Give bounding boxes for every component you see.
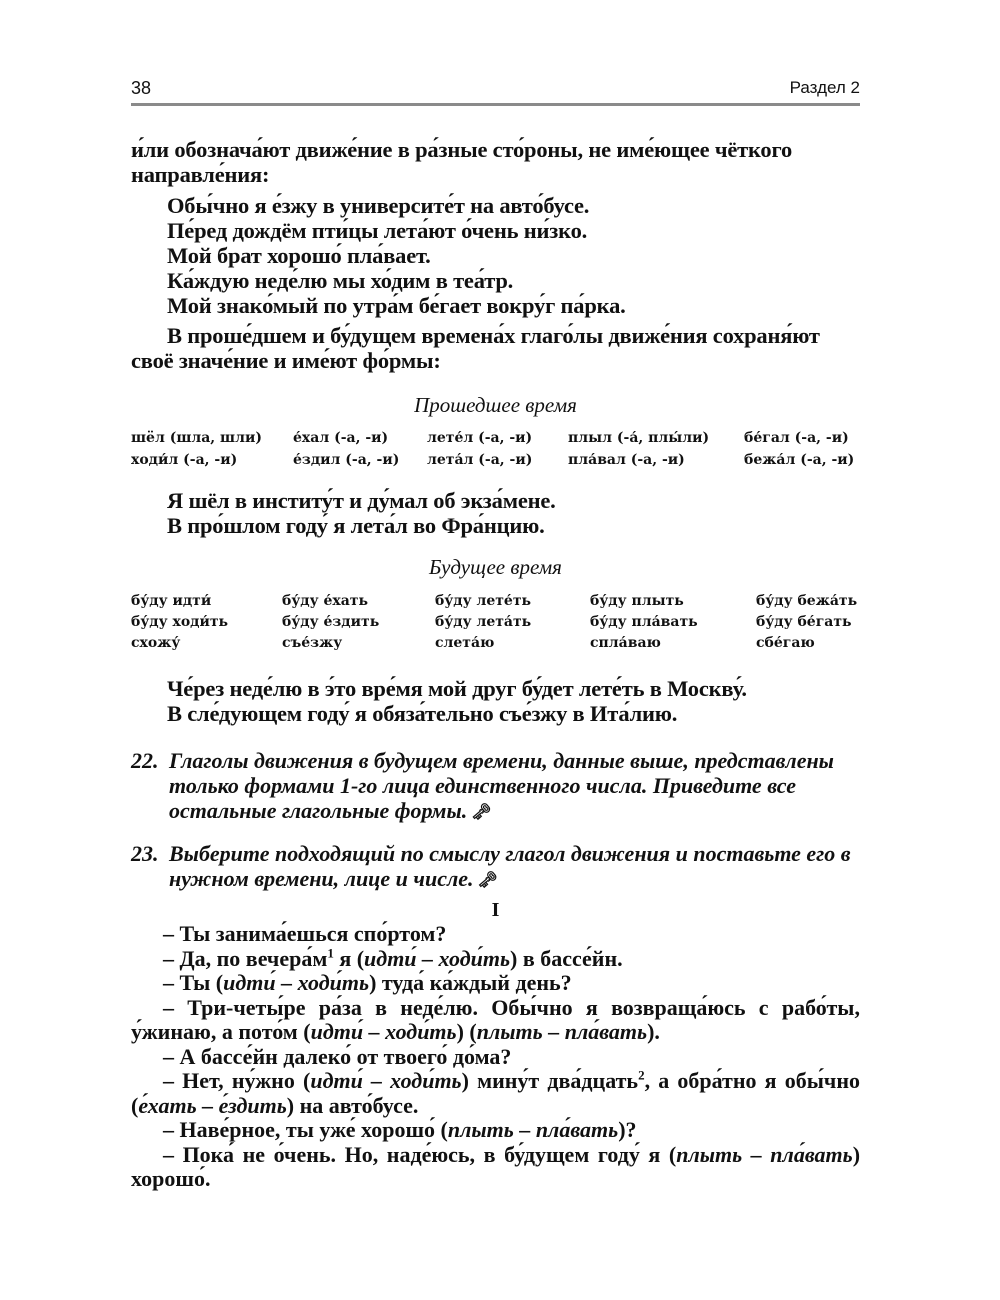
form-cell: съе́зжу — [282, 635, 343, 651]
exercise-text: Глаголы движения в будущем времени, данные выше, представлены только формами 1-го лица единственного числа. Приведите все остальные глагольные формы. — [169, 748, 834, 823]
example-sentence: В сле́дующем году́ я обяза́тельно съе́зжу в Ита́лию. — [167, 701, 678, 726]
dialog-text: – Ты занима́ешься спо́ртом? — [163, 921, 447, 946]
running-header — [131, 78, 860, 102]
intro-continuation — [131, 137, 860, 187]
form-cell: е́здил (-а, -и) — [293, 452, 400, 468]
form-cell: бе́гал (-а, -и) — [744, 430, 849, 446]
example-sentence: Обы́чно я е́зжу в университе́т на авто́бусе. — [167, 193, 590, 218]
dialog-text: – Да, по вечера́м — [163, 945, 328, 971]
forms-row — [131, 452, 860, 474]
answer-key-icon: 🗝 — [471, 804, 492, 821]
form-cell: бу́ду е́хать — [282, 593, 368, 609]
form-cell: бу́ду идти́ — [131, 593, 212, 609]
part-numeral: I — [491, 899, 500, 921]
exercise-text: Выберите подходящий по смыслу глагол движения и поставьте его в нужном времени, лице и числе. — [169, 841, 851, 891]
intro-text: и́ли обознача́ют движе́ние в ра́зные сто́роны, не име́ющее чёткого направле́ния: — [131, 137, 792, 187]
dialog-text: я ( — [333, 945, 365, 971]
form-cell: е́хал (-а, -и) — [293, 430, 389, 446]
form-cell: бу́ду лете́ть — [435, 593, 532, 609]
example-sentence: Мой знако́мый по утра́м бе́гает вокру́г па́рка. — [167, 293, 626, 318]
dialog-text: – Пока́ не о́чень. Но, наде́юсь, в бу́дущем году́ я ( — [163, 1141, 677, 1167]
exercise-22 — [131, 748, 860, 825]
forms-row — [131, 635, 860, 656]
forms-row — [131, 430, 860, 452]
form-cell: бу́ду бежа́ть — [756, 593, 858, 609]
form-cell: ходи́л (-а, -и) — [131, 452, 238, 468]
answer-key-icon: 🗝 — [477, 872, 498, 889]
forms-row — [131, 614, 860, 635]
verb-choice: плыть – пла́вать — [447, 1117, 619, 1142]
past-forms-table — [131, 430, 860, 474]
form-cell: схожу́ — [131, 635, 181, 651]
verb-choice: идти́ – ходи́ть — [223, 970, 370, 995]
section-title: Раздел 2 — [789, 78, 860, 97]
dialog-text: ) мину́т два́дцать — [461, 1068, 639, 1093]
dialog-text: – Наве́рное, ты уже́ хорошо́ ( — [163, 1117, 448, 1142]
dialog-line — [131, 922, 860, 947]
dialog-line — [131, 1143, 860, 1192]
verb-choice: идти́ – ходи́ть — [310, 1068, 462, 1093]
verb-choice: идти́ – ходи́ть — [310, 1019, 457, 1044]
paragraph-text: В проше́дшем и бу́дущем времена́х глаго́лы движе́ния сохраня́ют своё значе́ние и име́ют фо́рмы: — [131, 323, 820, 373]
dialog-text: – А бассе́йн далеко́ от твоего́ до́ма? — [163, 1043, 512, 1069]
header-divider — [131, 103, 860, 106]
verb-choice: е́хать – е́здить — [138, 1092, 287, 1118]
footnote-ref: 2 — [638, 1067, 645, 1083]
form-cell: лете́л (-а, -и) — [427, 430, 533, 446]
form-cell: сбе́гаю — [756, 635, 815, 651]
form-cell: лета́л (-а, -и) — [427, 452, 533, 468]
page-number: 38 — [131, 78, 152, 98]
form-cell: шёл (шла, шли) — [131, 430, 262, 446]
example-sentence: Ка́ждую неде́лю мы хо́дим в теа́тр. — [167, 268, 514, 293]
dialog-text: – Нет, ну́жно ( — [163, 1068, 311, 1093]
dialog-line — [131, 1069, 860, 1118]
footnote-ref: 1 — [327, 945, 334, 961]
example-sentence: Я шёл в институ́т и ду́мал об экза́мене. — [167, 488, 556, 513]
exercise-number: 22. — [131, 748, 159, 773]
verb-choice: идти́ – ходи́ть — [364, 945, 511, 971]
form-cell: слета́ю — [435, 635, 495, 651]
form-cell: бу́ду лета́ть — [435, 614, 532, 630]
form-cell: бу́ду плыть — [590, 593, 684, 609]
example-sentence: Пе́ред дождём пти́цы лета́ют о́чень ни́зко. — [167, 218, 588, 243]
present-examples — [131, 193, 896, 318]
dialog-text: – Ты ( — [163, 970, 224, 995]
example-sentence: Че́рез неде́лю в э́то вре́мя мой друг бу́дет лете́ть в Москву́. — [167, 676, 747, 701]
dialog-text: ) в бассе́йн. — [510, 945, 623, 971]
past-tense-heading: Прошедшее время — [414, 393, 577, 417]
dialog-text: ). — [647, 1019, 660, 1044]
dialog-text: ) на авто́бусе. — [286, 1092, 419, 1118]
example-sentence: Мой брат хорошо́ пла́вает. — [167, 243, 431, 268]
dialog-line — [131, 1045, 860, 1070]
form-cell: плыл (-а́, плы́ли) — [568, 430, 710, 446]
dialog-text: , а обра́тно я обы́чно ( — [131, 1068, 860, 1118]
future-tense-heading: Будущее время — [429, 555, 562, 579]
exercise-instructions — [131, 841, 860, 893]
form-cell: бу́ду пла́вать — [590, 614, 698, 630]
dialog-text: )? — [618, 1117, 637, 1142]
dialog-line — [131, 947, 860, 972]
form-cell: пла́вал (-а, -и) — [568, 452, 685, 468]
future-examples — [131, 676, 896, 726]
form-cell: бу́ду е́здить — [282, 614, 380, 630]
dialog-text: – Три-четы́ре ра́за в неде́лю. Обы́чно я возвраща́юсь с рабо́ты, у́жинаю, а пото́м ( — [131, 994, 860, 1044]
dialog-text: ) хорошо́. — [131, 1141, 861, 1191]
example-sentence: В про́шлом году́ я лета́л во Фра́нцию. — [167, 513, 545, 538]
exercise-23 — [131, 841, 860, 893]
verb-choice: плыть – пла́вать — [476, 1019, 648, 1044]
forms-row — [131, 593, 860, 614]
dialog-text: ) туда́ ка́ждый день? — [369, 970, 572, 995]
past-examples — [131, 488, 896, 538]
form-cell: бу́ду бе́гать — [756, 614, 852, 630]
future-forms-table — [131, 593, 860, 656]
dialog-text: ) ( — [456, 1019, 477, 1044]
tenses-paragraph — [131, 323, 860, 373]
form-cell: спла́ваю — [590, 635, 661, 651]
dialog-exercise — [131, 922, 860, 1192]
form-cell: бу́ду ходи́ть — [131, 614, 229, 630]
dialog-line — [131, 971, 860, 996]
dialog-line — [131, 996, 860, 1045]
exercise-instructions — [131, 748, 860, 825]
form-cell: бежа́л (-а, -и) — [744, 452, 855, 468]
verb-choice: плыть – пла́вать — [676, 1141, 853, 1167]
exercise-number: 23. — [131, 841, 159, 866]
dialog-line — [131, 1118, 860, 1143]
